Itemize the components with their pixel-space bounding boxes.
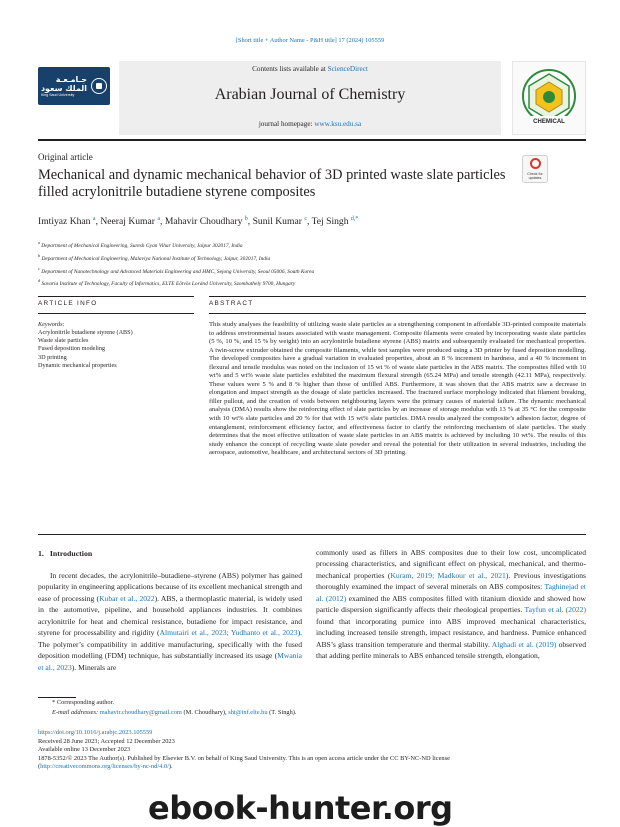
affiliation-text: Department of Mechanical Engineering, Suresh Gyan Vihar University, Jaipur 302017, India	[41, 242, 243, 249]
keyword-item: Waste slate particles	[38, 337, 89, 345]
affiliation-marker: d	[38, 278, 41, 284]
chemical-society-logo	[512, 61, 586, 135]
keyword-item: Dynamic mechanical properties	[38, 361, 117, 369]
author-affiliation-marker[interactable]: a	[157, 216, 161, 222]
header-rule	[38, 139, 586, 141]
publisher-logo	[38, 67, 110, 105]
check-updates-icon	[530, 158, 541, 169]
section-heading-introduction	[38, 549, 92, 558]
section-title: Introduction	[49, 549, 93, 558]
abstract-rule-top	[209, 296, 586, 297]
email-label: E-mail addresses:	[52, 709, 99, 716]
body-column-right	[316, 547, 586, 662]
abstract-end-rule	[38, 534, 586, 535]
sciencedirect-link[interactable]: ScienceDirect	[327, 65, 368, 73]
footnote-corresponding	[52, 699, 114, 706]
journal-title: Arabian Journal of Chemistry	[214, 86, 406, 103]
section-number: 1.	[38, 549, 44, 558]
footnote-emails	[52, 709, 297, 716]
watermark: ebook-hunter.org	[148, 789, 453, 827]
citation-link[interactable]: Alghadi et al. (2019)	[491, 639, 557, 649]
society-logo-text: CHEMICAL	[533, 119, 565, 125]
article-info-rule-top	[38, 296, 194, 297]
author-list: Imtiyaz Khan $^a$, Neeraj Kumar $^a$, Mahavir Choudhary $^b$, Sunil Kumar $^c$, Tej Singh $^{d,*}$	[38, 216, 359, 228]
affiliation-text: Department of Nanotechnology and Advanced Materials Engineering and HMC, Sejong University, Seoul 05006, South Korea	[41, 268, 315, 275]
body-text: observed that adding perlite minerals to ABS enhanced tensile strength, elongation,	[316, 639, 587, 661]
affiliation-marker: b	[38, 252, 41, 258]
author-affiliation-marker[interactable]: b	[244, 216, 248, 222]
homepage-link[interactable]: www.ksu.edu.sa	[314, 120, 362, 128]
affiliation-marker: c	[38, 265, 40, 271]
affiliation-item	[38, 238, 586, 251]
body-text: ). Previous investigations thoroughly examined the impact of several minerals on ABS composites:	[316, 570, 586, 592]
article-info-heading: ARTICLE INFO	[38, 300, 98, 307]
author-name[interactable]: Sunil Kumar	[252, 216, 302, 228]
abstract-heading: ABSTRACT	[209, 300, 254, 307]
author-name[interactable]: Mahavir Choudhary	[164, 216, 243, 228]
article-info-rule-bottom	[38, 313, 194, 314]
email-owner: (M. Choudhary),	[183, 709, 227, 716]
body-text: found that incorporating pumice into ABS improved mechanical characteristics, including increased tensile strength, impact resistance, and hardness. Pumice enhanced ABS’s glass transition temperature and thermal stability.	[316, 616, 586, 649]
body-text: commonly used as fillers in ABS composites due to their low cost, uncomplicated processing characteristics, and significant effect on physical, mechanical, and thermo-mechanical properties (	[316, 548, 586, 580]
body-text: ). The polymer’s compatibility in additive manufacturing, specifically with the fused deposition modelling (FDM) technique, has substantially increased its usage (	[38, 628, 302, 661]
publisher-logo-text: King Saud University	[40, 93, 75, 97]
license-url-open: (	[38, 763, 41, 771]
affiliation-marker: a	[38, 240, 40, 245]
check-updates-label: Check for updates	[527, 172, 543, 180]
body-text: examined the ABS composites filled with titanium dioxide and showed how particle dispersion significantly affects their rheological properties.	[316, 593, 586, 615]
seal-icon	[91, 78, 107, 94]
keyword-item: Fused deposition modeling	[38, 345, 106, 353]
license-url-link[interactable]: http://creativecommons.org/licenses/by-nc-nd/4.0/	[40, 763, 169, 771]
keyword-list	[38, 329, 133, 370]
email-owner: (T. Singh).	[269, 709, 297, 716]
keyword-item: 3D printing	[38, 353, 67, 361]
author-name[interactable]: Imtiyaz Khan	[38, 216, 91, 228]
citation-link[interactable]: Tayfun et al. (2022)	[524, 605, 586, 615]
body-text: ). Minerals are	[71, 662, 117, 672]
citation-link[interactable]: Mwania et al., 2023	[38, 651, 302, 672]
email-link[interactable]: mahavir.choudhary@gmail.com	[99, 709, 182, 716]
footnote-corresponding-text: Corresponding author.	[56, 699, 114, 706]
footnote-marker: *	[52, 699, 56, 706]
affiliation-text: Department of Mechanical Engineering, Malaviya National Institute of Technology, Jaipur, 302017, India	[41, 255, 271, 262]
footnote-rule	[38, 697, 76, 698]
available-date: Available online 13 December 2023	[38, 746, 131, 754]
license-text: 1878-5352/© 2023 The Author(s). Published by Elsevier B.V. on behalf of King Saud University. This is an open access article under the CC BY-NC-ND license	[38, 754, 450, 762]
keyword-item: Acrylonitrile butadiene styrene (ABS)	[38, 329, 133, 336]
author-affiliation-marker[interactable]: c	[304, 216, 307, 222]
citation-link[interactable]: Kubar et al., 2022	[99, 593, 155, 603]
received-dates: Received 28 June 2023; Accepted 12 December 2023	[38, 737, 175, 745]
affiliation-text: Savaria Institute of Technology, Faculty of Informatics, ELTE Eötvös Loránd University, Szombathely 9700, Hungary	[41, 281, 296, 288]
license-url-close: ).	[168, 763, 173, 771]
citation-link[interactable]: Taghinejad et al. (2012)	[316, 582, 586, 603]
author-affiliation-marker[interactable]: d,*	[350, 216, 359, 222]
affiliation-list	[38, 238, 586, 289]
keywords-label: Keywords:	[38, 321, 65, 328]
author-name[interactable]: Neeraj Kumar	[100, 216, 155, 228]
publisher-logo-arabic-2: الملك سعود	[40, 84, 88, 93]
homepage-prefix: journal homepage:	[258, 120, 315, 128]
doi-link[interactable]: https://doi.org/10.1016/j.arabjc.2023.105559	[38, 729, 153, 736]
article-metadata	[38, 729, 586, 772]
journal-reference[interactable]: [Short title + Author Name - P&H title] 17 (2024) 105559	[235, 37, 385, 44]
affiliation-item	[38, 276, 586, 289]
contents-prefix: Contents lists available at	[252, 65, 328, 73]
email-link[interactable]: sht@inf.elte.hu	[228, 709, 268, 716]
affiliation-item	[38, 251, 586, 264]
citation-link[interactable]: Almutairi et al., 2023; Yudhanto et al., 2023	[159, 628, 298, 638]
license-url-line	[38, 763, 586, 772]
publisher-logo-arabic-1: جـامـعـة	[55, 75, 88, 84]
body-text: ). ABS, a thermoplastic material, is widely used in the automotive, pipeline, and household appliances industries. It combines acrylonitrile for heat and chemical resistance, butadiene for impact resistance, and styrene for processability and rigidity (	[38, 593, 302, 638]
citation-link[interactable]: Kuram, 2019; Madkour et al., 2021	[390, 570, 506, 580]
abstract-text: This study analyses the feasibility of utilizing waste slate particles as a strengthening component in affordable 3D-printed composite materials to address environmental issues associated with waste management. Composite filaments were created by incorporating waste slate particles (5 %, 10 %, and 15 % by weight) into an acrylonitrile butadiene styrene (ABS) matrix and subsequently evaluated for mechanical properties. A twin-screw extruder obtained the composite filaments, while test samples were produced using a 3D printer by fused deposition modelling. The developed composites have a gradual variation in evaluated properties, about an 8 % increment in hardness, and a 40 % increment in flexural and tensile modulus was noted on the inclusion of 15 wt % of waste slate particles in the ABS matrix. The composites filled with 10 wt% and 5 wt% waste slate particles exhibited the maximum flexural strength (65.24 MPa) and tensile strength (42.11 MPa), respectively. These values were 5 % and 8 % higher than those of unfilled ABS. Furthermore, it was shown that the ABS matrix saw a decrease in elongation and impact strength as the dosage of slate particles increased. The fractured surface morphology indicated that filament breaking, filler pullout, and the creation of voids between neighbouring layers were the primary causes of material failure. The dynamic mechanical analysis (DMA) results show the reinforcing effect of slate particles by an increase of storage modulus with 13 % at 35 °C for the composite with 10 wt% slate particles and 20 % for that with 15 wt% slate particles. DMA results analyzed the composite’s adhesion factor, degree of entanglement, reinforcement efficiency factor, and effectiveness factor to clarify the reinforcing mechanism of slate particles. The study determines that the most effective utilization of waste slate particles in an ABS matrix is achieved by including 10 wt%. The results of this study enhance the concept of recycling waste slate powder and reveal the potential for their utilization in several industries, including the aerospace, automotive, healthcare, and architectural sectors of 3D printing.	[209, 321, 586, 457]
author-affiliation-marker[interactable]: a	[92, 216, 96, 222]
author-name[interactable]: Tej Singh	[311, 216, 349, 228]
abstract-rule-bottom	[209, 313, 586, 314]
affiliation-item	[38, 264, 586, 277]
homepage-line	[119, 120, 501, 128]
body-text: In recent decades, the acrylonitrile–butadiene–styrene (ABS) polymer has gained popularity in engineering applications because of its excellent mechanical strength and ease of processing (	[38, 571, 302, 603]
contents-line	[119, 65, 501, 73]
body-column-left	[38, 570, 302, 673]
article-title: Mechanical and dynamic mechanical behavior of 3D printed waste slate particles filled acrylonitrile butadiene styrene composites	[38, 167, 506, 200]
article-type: Original article	[38, 152, 93, 162]
